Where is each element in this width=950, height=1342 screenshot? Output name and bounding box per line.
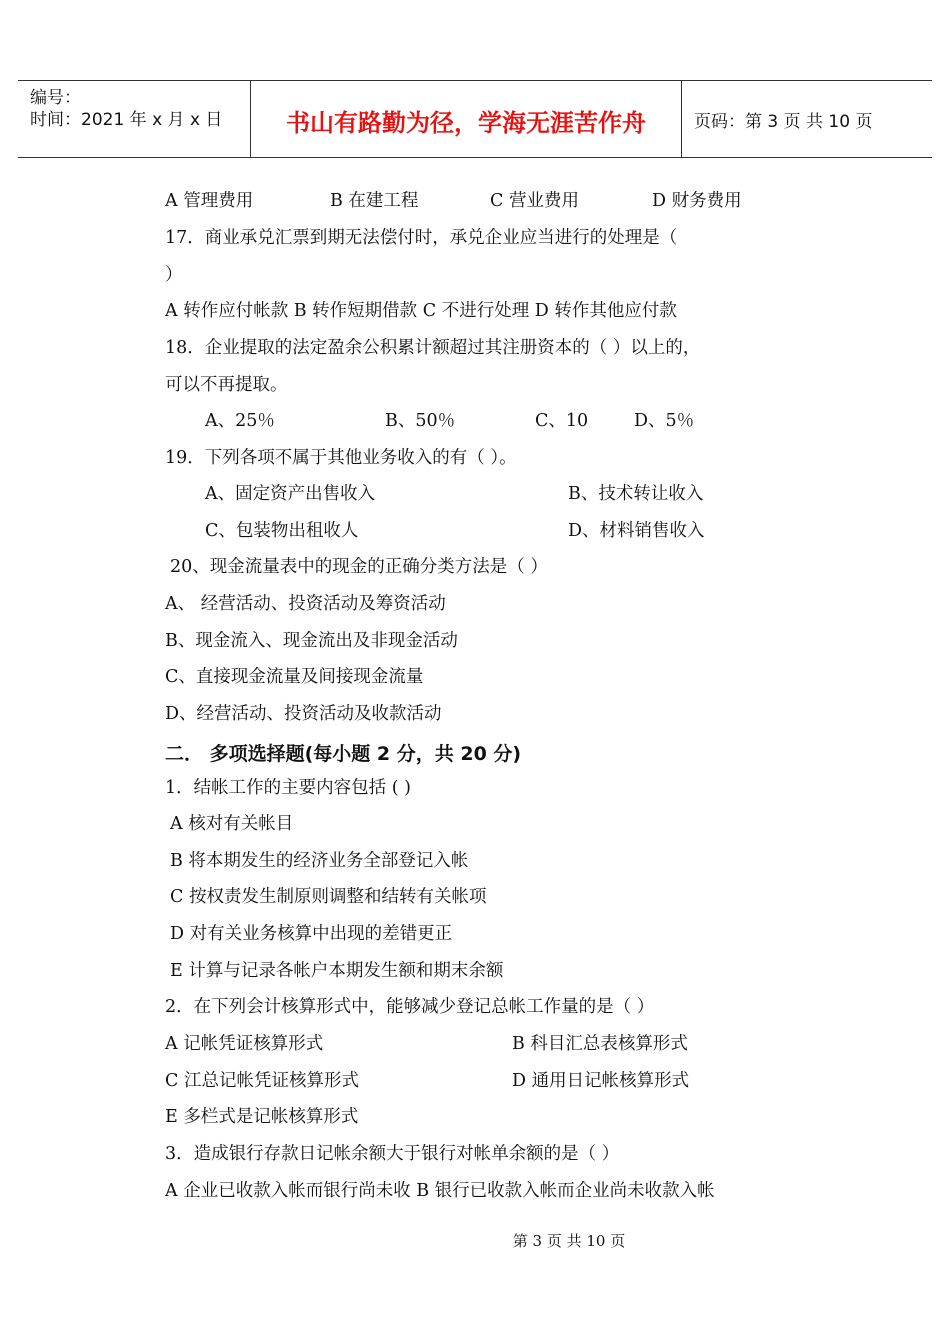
motto-text: 书山有路勤为径，学海无涯苦作舟 — [286, 109, 646, 137]
page-header — [18, 80, 932, 158]
q16-option-d: D 财务费用 — [652, 191, 742, 211]
mq2: 2．在下列会计核算形式中，能够减少登记总帐工作量的是（ ） — [165, 997, 655, 1017]
question-20: 20、现金流量表中的现金的正确分类方法是（ ） — [170, 557, 548, 577]
q19-option-d: D、材料销售收入 — [568, 521, 705, 541]
mq1-option-b: B 将本期发生的经济业务全部登记入帐 — [170, 851, 469, 871]
question-17-cont: ） — [165, 265, 183, 285]
document-number-label: 编号： — [30, 88, 81, 108]
page-code: 页码：第 3 页 共 10 页 — [694, 112, 873, 132]
mq2-option-c: C 江总记帐凭证核算形式 — [165, 1071, 359, 1091]
mq1: 1．结帐工作的主要内容包括 ( ) — [165, 778, 411, 798]
q16-option-c: C 营业费用 — [490, 191, 579, 211]
question-18-cont: 可以不再提取。 — [165, 375, 288, 395]
section-2-heading: 二． 多项选择题(每小题 2 分，共 20 分) — [165, 743, 522, 765]
q18-option-c: C、10 — [535, 411, 589, 431]
q18-option-a: A、25％ — [205, 411, 275, 431]
mq1-option-c: C 按权责发生制原则调整和结转有关帐项 — [170, 887, 487, 907]
mq2-option-d: D 通用日记帐核算形式 — [512, 1071, 690, 1091]
question-17: 17．商业承兑汇票到期无法偿付时，承兑企业应当进行的处理是（ — [165, 228, 678, 248]
q19-option-b: B、技术转让收入 — [568, 484, 704, 504]
question-18: 18．企业提取的法定盈余公积累计额超过其注册资本的（ ）以上的， — [165, 338, 701, 358]
mq2-option-b: B 科目汇总表核算形式 — [512, 1034, 688, 1054]
page-footer: 第 3 页 共 10 页 — [512, 1232, 626, 1250]
q17-options: A 转作应付帐款 B 转作短期借款 C 不进行处理 D 转作其他应付款 — [165, 301, 677, 321]
q19-option-a: A、固定资产出售收入 — [205, 484, 376, 504]
q20-option-c: C、直接现金流量及间接现金流量 — [165, 667, 424, 687]
header-page-cell — [682, 81, 932, 157]
mq3: 3．造成银行存款日记帐余额大于银行对帐单余额的是（ ） — [165, 1144, 620, 1164]
q20-option-d: D、经营活动、投资活动及收款活动 — [165, 704, 442, 724]
mq2-option-e: E 多栏式是记帐核算形式 — [165, 1107, 359, 1127]
mq1-option-d: D 对有关业务核算中出现的差错更正 — [170, 924, 453, 944]
q20-option-a: A、 经营活动、投资活动及筹资活动 — [165, 594, 446, 614]
document-time-label: 时间：2021 年 x 月 x 日 — [30, 110, 223, 130]
header-motto-cell — [251, 81, 682, 157]
q20-option-b: B、现金流入、现金流出及非现金活动 — [165, 631, 458, 651]
mq1-option-a: A 核对有关帐目 — [170, 814, 294, 834]
q19-option-c: C、包装物出租收人 — [205, 521, 359, 541]
q16-option-a: A 管理费用 — [165, 191, 254, 211]
question-19: 19．下列各项不属于其他业务收入的有（ ）。 — [165, 448, 517, 468]
q18-option-d: D、5％ — [634, 411, 695, 431]
mq1-option-e: E 计算与记录各帐户本期发生额和期末余额 — [170, 961, 504, 981]
header-info-cell — [18, 81, 251, 157]
q16-option-b: B 在建工程 — [330, 191, 419, 211]
q18-option-b: B、50％ — [385, 411, 456, 431]
mq3-options: A 企业已收款入帐而银行尚未收 B 银行已收款入帐而企业尚未收款入帐 — [165, 1181, 715, 1201]
mq2-option-a: A 记帐凭证核算形式 — [165, 1034, 324, 1054]
